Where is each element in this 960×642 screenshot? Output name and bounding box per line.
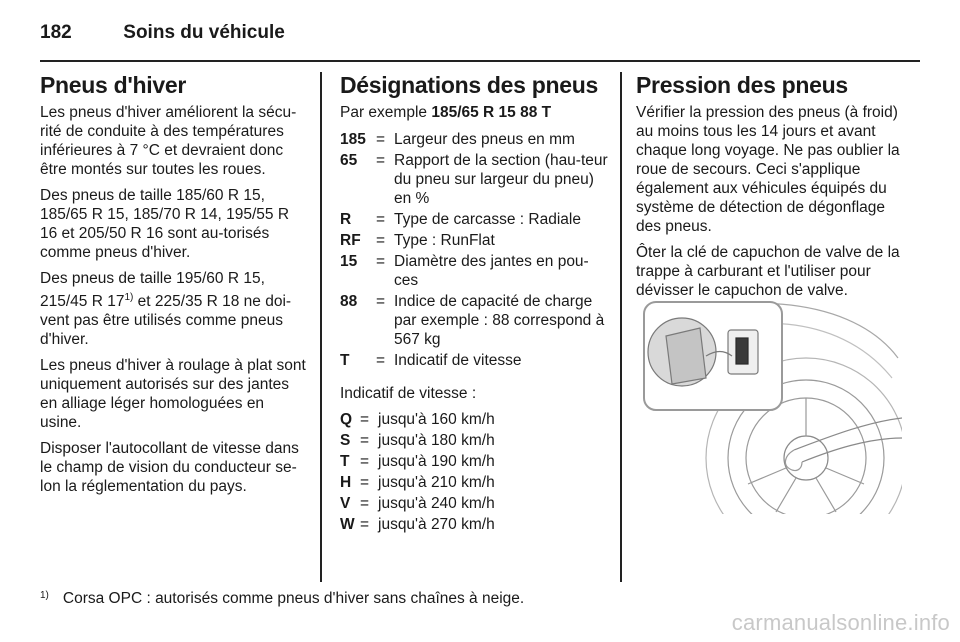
definition-text: Type de carcasse : Radiale — [394, 211, 581, 228]
definition-text: jusqu'à 190 km/h — [378, 453, 495, 470]
definition-row — [340, 130, 608, 149]
tyre-pressure-section — [636, 72, 906, 307]
definition-code: V — [340, 495, 351, 512]
footnote — [40, 590, 524, 608]
definition-text: Indicatif de vitesse — [394, 352, 522, 369]
definition-row — [340, 473, 608, 492]
footnote-marker: 1) — [40, 590, 49, 601]
definition-equals: = — [360, 411, 370, 428]
watermark: carmanualsonline.info — [731, 610, 950, 635]
header-rule — [40, 60, 920, 62]
paragraph — [40, 269, 308, 349]
footnote-reference[interactable]: 1) — [124, 292, 134, 303]
paragraph: Vérifier la pression des pneus (à froid) au moins tous les 14 jours et avant chaque long voyage. Ne pas oublier la roue de secours. Ceci s'applique également aux véhicules équipés du système de détection de dégonflage des pneus. — [636, 104, 900, 235]
designation-table — [340, 130, 608, 370]
definition-row — [340, 431, 608, 450]
paragraph: Les pneus d'hiver améliorent la sécu-rité de conduite à des températures inférieures à 7 °C et devraient donc être montés sur toutes les roues. — [40, 104, 297, 178]
definition-row — [340, 410, 608, 429]
definition-row — [340, 515, 608, 534]
definition-equals: = — [360, 432, 370, 449]
paragraph-text: Des pneus de taille 195/60 R 15, 215/45 R 17 — [40, 270, 265, 311]
definition-text: jusqu'à 180 km/h — [378, 432, 495, 449]
definition-code: RF — [340, 232, 361, 249]
definition-row — [340, 151, 608, 208]
definition-code: W — [340, 516, 355, 533]
section-title: Soins du véhicule — [123, 22, 285, 43]
definition-row — [340, 452, 608, 471]
definition-equals: = — [376, 211, 386, 228]
definition-equals: = — [360, 516, 370, 533]
definition-code: 185 — [340, 131, 366, 148]
paragraph: Les pneus d'hiver à roulage à plat sont uniquement autorisés sur des jantes en alliage léger homologuées en usine. — [40, 357, 306, 432]
definition-code: Q — [340, 411, 353, 428]
definition-equals: = — [376, 232, 386, 249]
tyre-designations-section — [340, 72, 608, 548]
definition-equals: = — [376, 352, 386, 369]
definition-text: Type : RunFlat — [394, 232, 495, 249]
paragraph: Disposer l'autocollant de vitesse dans le champ de vision du conducteur se-lon la réglementation du pays. — [40, 440, 299, 496]
winter-tyres-title: Pneus d'hiver — [40, 72, 187, 98]
definition-row — [340, 292, 608, 349]
example-label: Par exemple — [340, 104, 432, 121]
definition-equals: = — [376, 152, 386, 169]
column-divider — [620, 72, 622, 582]
definition-row — [340, 494, 608, 513]
definition-code: 65 — [340, 152, 358, 169]
column-divider — [320, 72, 322, 582]
definition-text: jusqu'à 240 km/h — [378, 495, 495, 512]
definition-equals: = — [360, 474, 370, 491]
definition-code: T — [340, 352, 350, 369]
definition-row — [340, 231, 608, 250]
page-number: 182 — [40, 22, 72, 43]
definition-text: jusqu'à 270 km/h — [378, 516, 495, 533]
tyre-pressure-title: Pression des pneus — [636, 72, 848, 98]
definition-equals: = — [376, 253, 386, 270]
definition-text: Indice de capacité de charge par exemple : 88 correspond à 567 kg — [394, 293, 605, 348]
valve-cap-illustration — [636, 298, 902, 514]
example-value: 185/65 R 15 88 T — [431, 104, 552, 121]
definition-text: Largeur des pneus en mm — [394, 131, 575, 148]
definition-row — [340, 351, 608, 370]
paragraph: Des pneus de taille 185/60 R 15, 185/65 R 15, 185/70 R 14, 195/55 R 16 et 205/50 R 16 sont au-torisés comme pneus d'hiver. — [40, 187, 290, 261]
definition-equals: = — [360, 453, 370, 470]
definition-code: 88 — [340, 293, 358, 310]
definition-code: T — [340, 453, 350, 470]
footnote-text: Corsa OPC : autorisés comme pneus d'hiver sans chaînes à neige. — [62, 590, 525, 607]
speed-index-table — [340, 410, 608, 534]
speed-index-intro: Indicatif de vitesse : — [340, 385, 477, 402]
winter-tyres-section — [40, 72, 308, 503]
page-header — [40, 22, 285, 44]
definition-row — [340, 210, 608, 229]
definition-text: jusqu'à 210 km/h — [378, 474, 495, 491]
definition-equals: = — [360, 495, 370, 512]
definition-code: 15 — [340, 253, 358, 270]
definition-code: R — [340, 211, 352, 228]
definition-text: Diamètre des jantes en pou-ces — [394, 253, 589, 289]
example-line — [340, 103, 608, 122]
definition-text: Rapport de la section (hau-teur du pneu sur largeur du pneu) en % — [394, 152, 608, 207]
definition-text: jusqu'à 160 km/h — [378, 411, 495, 428]
definition-code: S — [340, 432, 351, 449]
definition-row — [340, 252, 608, 290]
definition-code: H — [340, 474, 352, 491]
paragraph-text: et 225/35 R 18 ne doi-vent pas être utilisés comme pneus d'hiver. — [40, 293, 292, 349]
paragraph: Ôter la clé de capuchon de valve de la trappe à carburant et l'utiliser pour dévisser le capuchon de valve. — [636, 244, 900, 299]
definition-equals: = — [376, 131, 386, 148]
tyre-designations-title: Désignations des pneus — [340, 72, 598, 98]
definition-equals: = — [376, 293, 386, 310]
